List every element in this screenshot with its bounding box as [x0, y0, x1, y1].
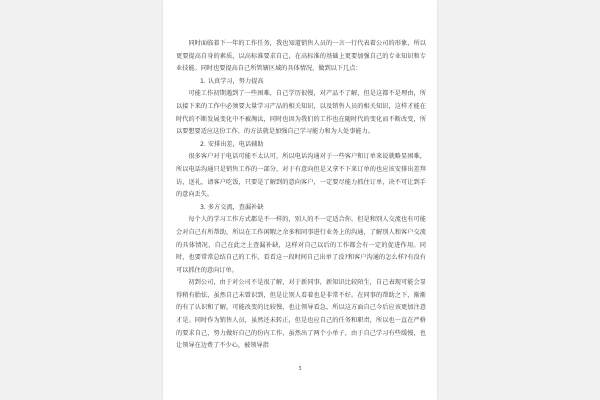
- section-paragraph-3: 每个人的学习工作方式都是不一样的，别人的不一定适合你，但是和别人交流也有可能会对自己有所帮助，所以在工作闲暇之余多和同事进行业务上的沟通，了解别人和客户交流的具体情况，自己在此之上查漏补缺，这样对自己以后的工作都会有一定的促进作用。同时，也要常常总结自己的工作，看看这一段时间自己出单了没?和客户沟通的怎么样?有没有可以抓住的意向订单。: [176, 216, 426, 274]
- page-number: 3: [298, 366, 302, 372]
- document-body: [176, 38, 426, 353]
- section-heading-1: 1. 认真学习，努力提高: [200, 77, 264, 85]
- section-paragraph-1: 可能工作初期遇到了一些困难，自己学历很慢，对产品不了解，但是这都不是理由，所以接下来的工作中必须要大量学习产品的相关知识，以及销售人员的相关知识，这样才能在时代的不断发展变化中不被淘汰，同时也因为我们的工作也在随时代的变化而不断改变，所以要想要适应这份工作，的方法就是加强自己学习能力和为人处事能力。: [176, 90, 426, 136]
- section-heading-3: 3. 多方交流，查漏补缺: [200, 203, 264, 211]
- document-page: [163, 0, 437, 400]
- section-heading-2: 2. 安排出差，电话辅助: [200, 140, 264, 148]
- closing-paragraph: 初到公司，由于对公司不是很了解，对于新同事，新知识比较陌生，自己表现可能会显得稍有胎怯，虽然自己未曾识到，但是让别人看着也是非常不好。在同事的帮助之下，渐渐的有了认识和了解，可能改变的比较慢，也让领导看急，所以这方面自己今后应该更加注意才是。同时作为销售人员，虽然还未转正，但是也应自己的任务和职责，所以也一直在严格的要求自己，努力做好自己的份内工作，虽然出了两个小单子，由于自己学习有些缓慢，也让领导在边费了不少心，被领导指: [176, 279, 426, 350]
- intro-paragraph: 同时面临着下一年的工作任务，我也知道销售人员的一言一行代表着公司的形象，所以更要提高自身的素质，以高标准要求自己，在高标准的基础上更要加强自己的专业知识和专业技能。同时也要提高自己所管辖区域的具体情况，做到以下几点：: [176, 40, 426, 73]
- section-paragraph-2: 很多客户对于电话可能不太认可，所以电话沟通对于一些客户和订单来说就略显困难，所以电话沟通只是销售工作的一部分，对于有意向但是又拿不下来订单的也应该安排出差拜访，送礼，请客户吃饭，只要是了解到的意向客户，一定要尽能力抓住订单，决不可让到手的意向丢失。: [176, 153, 426, 199]
